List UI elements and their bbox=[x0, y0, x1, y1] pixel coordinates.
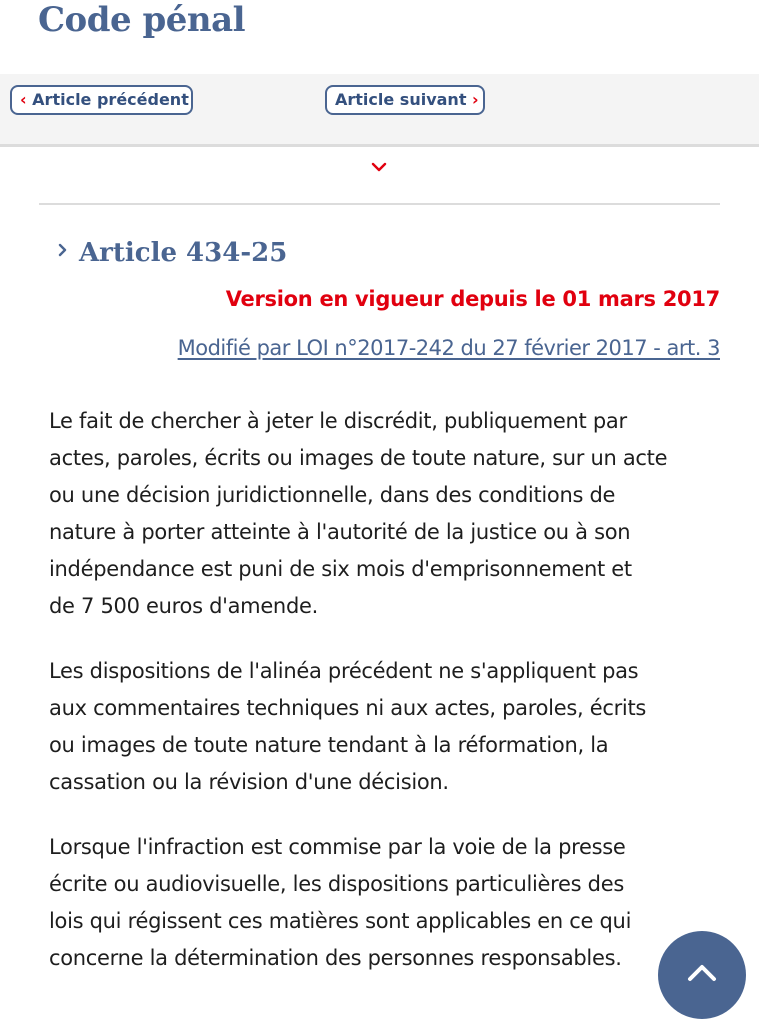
text-line: écrite ou audiovisuelle, les dispositions particulières des bbox=[49, 872, 624, 896]
text-line: ou une décision juridictionnelle, dans des conditions de bbox=[49, 483, 616, 507]
text-line: cassation ou la révision d'une décision. bbox=[49, 770, 449, 794]
scroll-to-top-button[interactable] bbox=[658, 931, 746, 1019]
chevron-right-icon[interactable] bbox=[56, 242, 70, 258]
text-line: de 7 500 euros d'amende. bbox=[49, 594, 318, 618]
modified-by-link[interactable]: Modifié par LOI n°2017-242 du 27 février 2017 - art. 3 bbox=[177, 336, 720, 360]
section-divider bbox=[39, 203, 720, 205]
text-line: concerne la détermination des personnes responsables. bbox=[49, 946, 622, 970]
next-article-label: Article suivant bbox=[335, 90, 467, 109]
chevron-left-icon: ‹ bbox=[20, 90, 27, 109]
article-navigation-bar bbox=[0, 74, 759, 147]
article-paragraph bbox=[49, 653, 739, 801]
chevron-right-icon: › bbox=[472, 90, 479, 109]
text-line: indépendance est puni de six mois d'emprisonnement et bbox=[49, 557, 632, 581]
article-title: Article 434-25 bbox=[79, 238, 288, 268]
page-title: Code pénal bbox=[38, 0, 246, 40]
article-paragraph bbox=[49, 403, 739, 625]
text-line: actes, paroles, écrits ou images de toute nature, sur un acte bbox=[49, 446, 668, 470]
previous-article-button[interactable] bbox=[10, 85, 193, 115]
text-line: aux commentaires techniques ni aux actes, paroles, écrits bbox=[49, 696, 647, 720]
next-article-button[interactable] bbox=[325, 85, 485, 115]
previous-article-label: Article précédent bbox=[32, 90, 189, 109]
text-line: ou images de toute nature tendant à la réformation, la bbox=[49, 733, 609, 757]
version-status: Version en vigueur depuis le 01 mars 2017 bbox=[225, 287, 720, 311]
text-line: Lorsque l'infraction est commise par la voie de la presse bbox=[49, 835, 626, 859]
page-header bbox=[0, 0, 759, 74]
article-body bbox=[49, 403, 739, 1005]
text-line: Le fait de chercher à jeter le discrédit, publiquement par bbox=[49, 409, 627, 433]
text-line: lois qui régissent ces matières sont applicables en ce qui bbox=[49, 909, 632, 933]
text-line: nature à porter atteinte à l'autorité de la justice ou à son bbox=[49, 520, 631, 544]
text-line: Les dispositions de l'alinéa précédent ne s'appliquent pas bbox=[49, 659, 639, 683]
chevron-down-icon[interactable] bbox=[369, 160, 389, 174]
chevron-up-icon bbox=[686, 963, 718, 983]
article-paragraph bbox=[49, 829, 739, 977]
